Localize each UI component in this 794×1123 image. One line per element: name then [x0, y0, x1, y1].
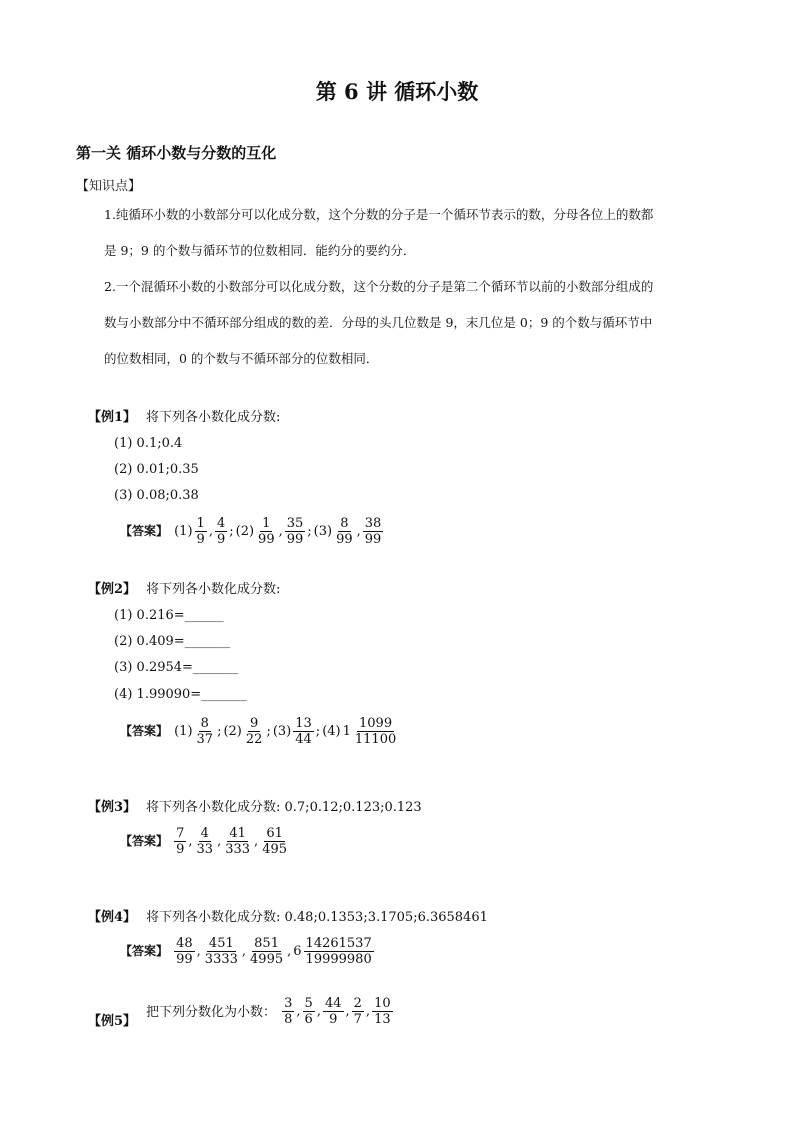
knowledge-paragraph: 1.纯循环小数的小数部分可以化成分数，这个分数的分子是一个循环节表示的数，分母各位上的数都 [104, 207, 654, 222]
denominator: 44 [295, 732, 312, 747]
separator: , [278, 524, 283, 539]
fraction [215, 516, 227, 547]
example-5-label: 【例5】 [88, 1014, 137, 1029]
fraction [323, 996, 344, 1027]
answer-label: 【答案】 [120, 834, 169, 848]
denominator: 7 [353, 1012, 362, 1027]
knowledge-paragraph: 的位数相同，0 的个数与不循环部分的位数相同． [104, 351, 379, 366]
example-1-answer [120, 516, 384, 547]
numerator: 14261537 [305, 936, 372, 951]
numerator: 851 [254, 936, 279, 951]
fraction [223, 826, 252, 857]
numerator: 4 [216, 516, 226, 531]
denominator: 37 [196, 732, 214, 747]
example-3-answer [120, 826, 290, 857]
answer-part-number: (1) [174, 524, 193, 539]
fraction [174, 826, 186, 857]
denominator: 99 [258, 532, 275, 547]
denominator: 19999980 [305, 952, 372, 967]
fraction [195, 716, 216, 747]
denominator: 13 [374, 1012, 391, 1027]
separator: ; [229, 524, 234, 539]
answer-part-number: (2) [223, 724, 242, 739]
separator: , [287, 944, 292, 959]
example-4-text: 将下列各小数化成分数: 0.48;0.1353;3.1705;6.3658461 [146, 910, 488, 925]
denominator: 99 [336, 532, 353, 547]
answer-expression [173, 716, 399, 747]
separator: , [345, 1004, 350, 1019]
separator: ; [307, 524, 312, 539]
fraction [285, 516, 306, 547]
knowledge-paragraph: 是 9；9 的个数与循环节的位数相同．能约分的要约分． [104, 243, 416, 258]
fraction [293, 716, 314, 747]
example-5-text: 把下列分数化为小数： [146, 1005, 277, 1020]
answer-part-number: (1) [174, 724, 193, 739]
numerator: 44 [324, 996, 342, 1011]
example-5-question [146, 996, 394, 1027]
numerator: 2 [353, 996, 362, 1011]
separator: , [254, 834, 259, 849]
denominator: 11100 [354, 732, 397, 747]
separator: , [241, 944, 247, 959]
denominator: 9 [216, 532, 226, 547]
example-4-answer [120, 936, 375, 967]
separator: , [365, 1004, 371, 1019]
answer-expression [173, 516, 384, 547]
separator: , [188, 834, 193, 849]
denominator: 33 [196, 842, 214, 857]
fraction [334, 516, 355, 547]
numerator: 1099 [359, 716, 393, 731]
denominator: 99 [364, 532, 382, 547]
numerator: 9 [250, 716, 259, 731]
example-1-item: (1) 0.1;0.4 [114, 436, 183, 451]
knowledge-paragraph: 数与小数部分中不循环部分组成的数的差．分母的头几位数是 9，末几位是 0；9 的个数与循环节中 [104, 315, 653, 330]
denominator: 9 [196, 532, 205, 547]
numerator: 5 [304, 996, 313, 1011]
denominator: 333 [225, 842, 251, 857]
numerator: 1 [262, 516, 271, 531]
example-2-answer [120, 716, 399, 747]
answer-label: 【答案】 [120, 724, 169, 738]
numerator: 13 [295, 716, 312, 731]
separator: , [316, 1004, 321, 1019]
fraction [372, 996, 393, 1027]
fraction [363, 516, 384, 547]
numerator: 1 [196, 516, 205, 531]
example-2-label: 【例2】 [88, 582, 137, 597]
answer-part-number: (2) [235, 524, 255, 539]
numerator: 48 [176, 936, 193, 951]
example-2-item: (1) 0.216=______ [114, 608, 224, 623]
denominator: 9 [329, 1012, 338, 1027]
separator: ; [266, 724, 271, 739]
separator: , [296, 1004, 301, 1019]
fraction [174, 936, 195, 967]
example-3-text: 将下列各小数化成分数: 0.7;0.12;0.123;0.123 [146, 800, 422, 815]
answer-part-number: (3) [272, 724, 292, 739]
numerator: 8 [340, 516, 349, 531]
denominator: 495 [262, 842, 288, 857]
example-3-label: 【例3】 [88, 800, 137, 815]
fraction [195, 516, 207, 547]
mixed-whole: 6 [293, 944, 302, 959]
fraction [248, 936, 285, 967]
answer-label: 【答案】 [120, 944, 169, 958]
separator: , [196, 944, 201, 959]
separator: ; [217, 724, 222, 739]
fraction [256, 516, 277, 547]
page-title: 第 6 讲 循环小数 [315, 79, 479, 104]
fraction [304, 936, 374, 967]
fraction [353, 716, 398, 747]
example-2-item: (4) 1.99090=_______ [114, 687, 247, 702]
fraction [303, 996, 315, 1027]
example-1-item: (2) 0.01;0.35 [114, 462, 199, 477]
knowledge-label: 【知识点】 [76, 179, 142, 194]
section-heading: 第一关 循环小数与分数的互化 [76, 144, 277, 162]
separator: , [356, 524, 361, 539]
denominator: 6 [304, 1012, 313, 1027]
denominator: 99 [176, 952, 193, 967]
fraction [260, 826, 289, 857]
example-4-label: 【例4】 [88, 910, 137, 925]
mixed-whole: 1 [342, 724, 351, 739]
numerator: 61 [266, 826, 283, 841]
denominator: 4995 [250, 952, 284, 967]
denominator: 22 [245, 732, 263, 747]
example-1-item: (3) 0.08;0.38 [114, 488, 199, 503]
answer-part-number: (3) [313, 524, 333, 539]
denominator: 99 [286, 532, 304, 547]
denominator: 3333 [204, 952, 238, 967]
separator: , [217, 834, 222, 849]
fraction [195, 826, 216, 857]
numerator: 7 [176, 826, 185, 841]
answer-part-number: (4) [322, 724, 341, 739]
example-1-label: 【例1】 [88, 410, 137, 425]
example-2-text: 将下列各小数化成分数: [146, 582, 281, 597]
denominator: 9 [176, 842, 185, 857]
fraction [203, 936, 240, 967]
numerator: 451 [208, 936, 234, 951]
numerator: 35 [286, 516, 304, 531]
example-2-item: (3) 0.2954=_______ [114, 660, 239, 675]
separator: ; [315, 724, 321, 739]
answer-expression [173, 826, 290, 857]
numerator: 41 [229, 826, 246, 841]
fraction [352, 996, 364, 1027]
knowledge-paragraph: 2.一个混循环小数的小数部分可以化成分数，这个分数的分子是第二个循环节以前的小数部分组成的 [104, 279, 654, 294]
answer-expression [173, 936, 375, 967]
separator: , [208, 524, 213, 539]
denominator: 8 [284, 1012, 293, 1027]
numerator: 3 [284, 996, 293, 1011]
fraction-list [281, 996, 394, 1027]
fraction [282, 996, 294, 1027]
example-1-text: 将下列各小数化成分数: [146, 410, 281, 425]
numerator: 10 [374, 996, 391, 1011]
answer-label: 【答案】 [120, 524, 169, 538]
numerator: 38 [364, 516, 382, 531]
numerator: 8 [200, 716, 209, 731]
numerator: 4 [200, 826, 209, 841]
fraction [244, 716, 265, 747]
example-2-item: (2) 0.409=_______ [114, 634, 231, 649]
